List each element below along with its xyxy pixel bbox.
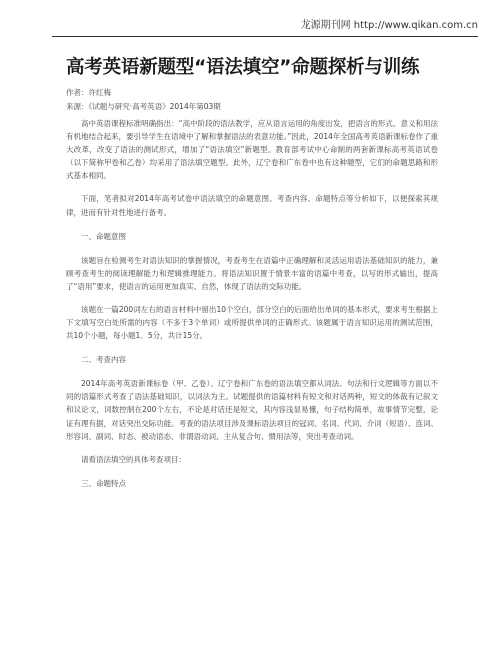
section1-paragraph-2: 该题在一篇200词左右的语言材料中留出10个空白，部分空白的后面给出单词的基本形式，要求考生根据上下文填写空白处所需的内容（不多于3个单词）或所提供单词的正确形式。该题属于语言知识运用的测试范围，共10个小题，每小题1．5分，共计15分。 bbox=[66, 304, 438, 341]
section2-paragraph-1: 2014年高考英语新课标卷（甲、乙卷）、辽宁卷和广东卷的语法填空都从词法、句法和行文逻辑等方面以不同的语篇形式考查了语法基础知识，以词法为主。试题提供的语篇材料有短文和对话两种，短文的体裁有记叙文和议论文，词数控制在200个左右，不论是对话还是短文，其内容浅显易懂，句子结构简单，故事情节完整，论证有理有据，对话突出交际功能。考查的语法项目涉及课标语法项目的冠词、名词、代词、介词（短语）、连词、形容词、副词、时态、被动语态、非谓语动词、主从复合句、惯用法等，突出考查动词。 bbox=[66, 379, 438, 441]
source-line: 来源：《试题与研究·高考英语》2014年第03期 bbox=[66, 102, 221, 111]
section-heading-content: 二、考查内容 bbox=[81, 355, 126, 365]
author-line: 作者：许红梅 bbox=[66, 88, 111, 97]
header-divider bbox=[52, 36, 478, 37]
section1-paragraph-1: 该题旨在检测考生对语法知识的掌握情况，考查考生在语篇中正确理解和灵活运用语法基础知识的能力，兼顾考查考生的阅读理解能力和逻辑推理能力。将语法知识置于情景丰富的语篇中考查，以写的形式输出，提高了“语用”要求，使语言的运用更加真实、自然，体现了语法的交际功能。 bbox=[66, 255, 438, 291]
section2-paragraph-2: 请看语法填空的具体考查项目： bbox=[81, 454, 186, 464]
journal-site-header: 龙源期刊网 http://www.qikan.com.cn bbox=[300, 20, 478, 31]
intro-paragraph-2: 下面，笔者拟对2014年高考试卷中语法填空的命题意图、考查内容、命题特点等分析如下，以便探索其规律，进而有针对性地进行备考。 bbox=[66, 194, 438, 217]
section-heading-features: 三、命题特点 bbox=[81, 478, 126, 488]
article-body bbox=[66, 56, 438, 490]
section-heading-intent: 一、命题意图 bbox=[81, 231, 126, 241]
article-title: 高考英语新题型“语法填空”命题探析与训练 bbox=[66, 57, 420, 78]
intro-paragraph-1: 高中英语课程标准明确指出：“高中阶段的语法教学，应从语言运用的角度出发，把语言的形式、意义和用法有机地结合起来，要引导学生在语境中了解和掌握语法的表意功能。”因此，2014年全国高考英语新课标卷作了重大改革，改变了语法的测试形式，增加了“语法填空”新题型。教育部考试中心命制的两套新课标高考英语试卷（以下简称甲卷和乙卷）均采用了语法填空题型。此外，辽宁卷和广东卷中也有这种题型，它们的命题思路和形式基本相同。 bbox=[66, 119, 438, 181]
